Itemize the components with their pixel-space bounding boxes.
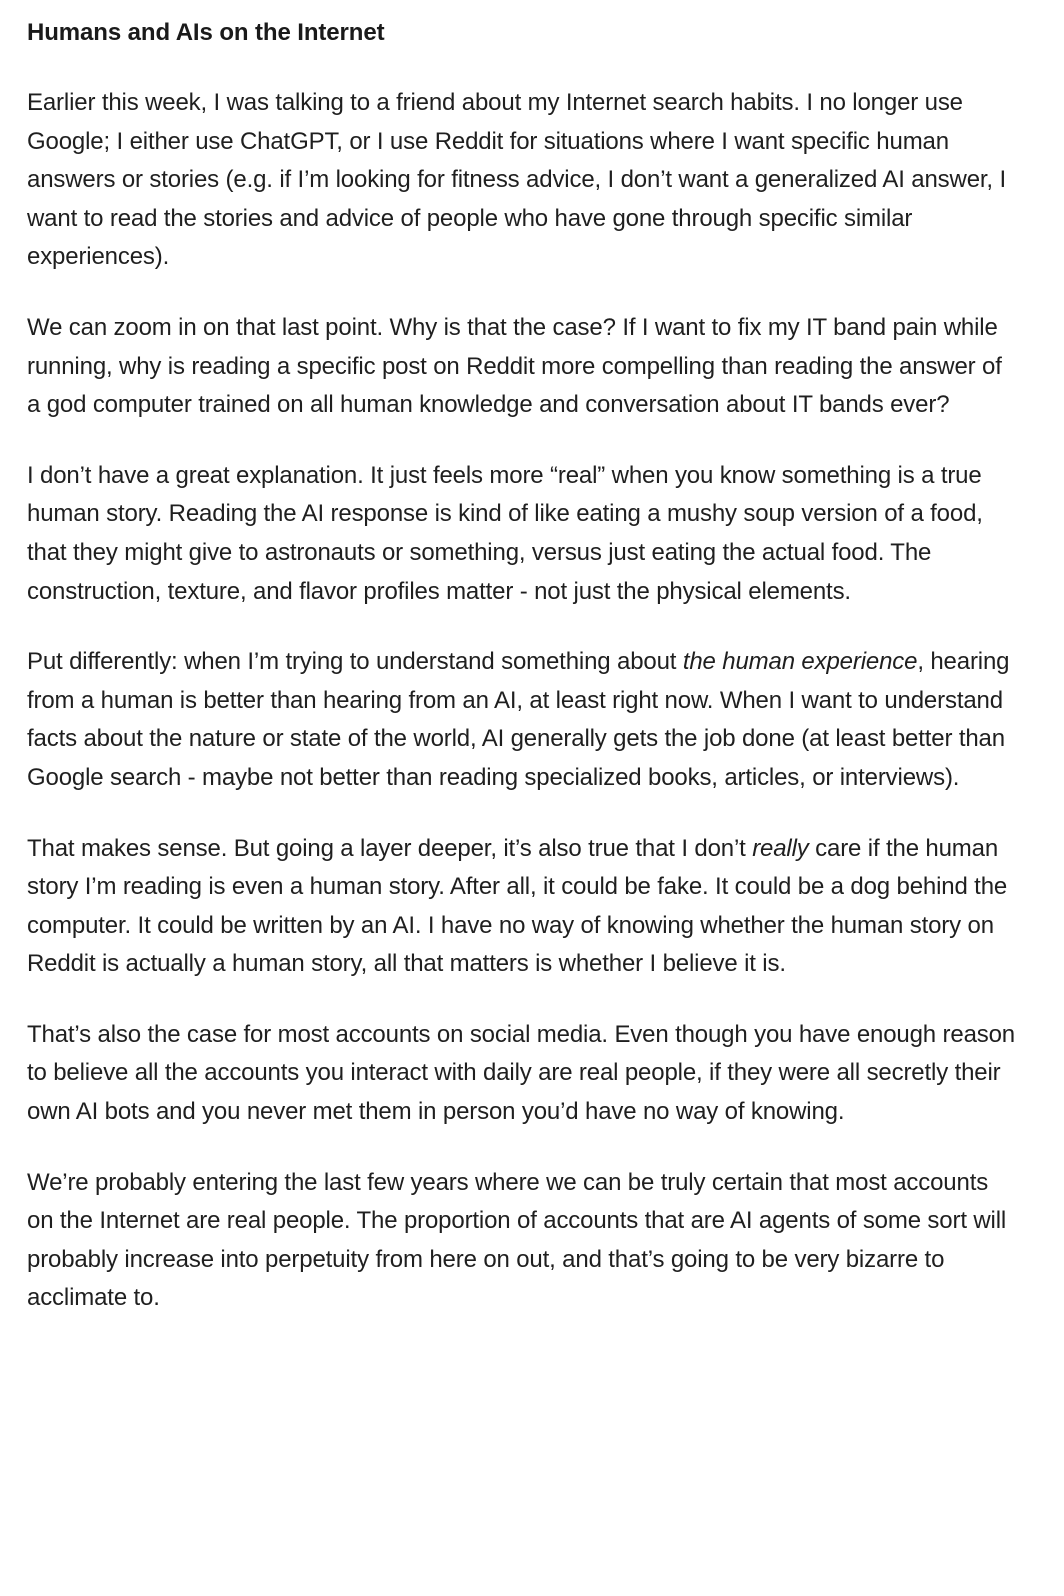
emphasis-text: really [752, 834, 809, 862]
paragraph-4 [27, 643, 1017, 797]
paragraph-5 [27, 830, 1017, 984]
paragraph-text: That’s also the case for most accounts on social media. Even though you have enough reason to believe all the accounts you interact with daily are real people, if they were all secretly their own AI bots and you never met them in person you’d have no way of knowing. [27, 1020, 1016, 1126]
paragraph-7 [27, 1164, 1017, 1318]
paragraph-text: We can zoom in on that last point. Why is that the case? If I want to fix my IT band pain while running, why is reading a specific post on Reddit more compelling than reading the answer of a god computer trained on all human knowledge and conversation about IT bands ever? [27, 313, 1002, 419]
paragraph-6 [27, 1016, 1017, 1132]
paragraph-text: , hearing from a human is better than hearing from an AI, at least right now. When I want to understand facts about the nature or state of the world, AI generally gets the job done (at least better than Google search - maybe not better than reading specialized books, articles, or interviews). [27, 648, 1010, 791]
paragraph-2 [27, 309, 1017, 425]
paragraph-text: care if the human story I’m reading is even a human story. After all, it could be fake. It could be a dog behind the computer. It could be written by an AI. I have no way of knowing whether the human story on Reddit is actually a human story, all that matters is whether I believe it is. [27, 834, 1008, 978]
paragraph-text: We’re probably entering the last few years where we can be truly certain that most accounts on the Internet are real people. The proportion of accounts that are AI agents of some sort will probably increase into perpetuity from here on out, and that’s going to be very bizarre to acclimate to. [27, 1168, 1007, 1312]
article-title: Humans and AIs on the Internet [27, 19, 385, 46]
paragraph-text: I don’t have a great explanation. It just feels more “real” when you know something is a true human story. Reading the AI response is kind of like eating a mushy soup version of a food, that they might give to astronauts or something, versus just eating the actual food. The construction, texture, and flavor profiles matter - not just the physical elements. [27, 461, 983, 605]
paragraph-text: That makes sense. But going a layer deeper, it’s also true that I don’t [27, 834, 753, 862]
paragraph-text: Earlier this week, I was talking to a friend about my Internet search habits. I no longer use Google; I either use ChatGPT, or I use Reddit for situations where I want specific human answers or stories (e.g. if I’m looking for fitness advice, I don’t want a generalized AI answer, I want to read the stories and advice of people who have gone through specific similar experiences). [27, 89, 1006, 271]
article [27, 14, 1017, 1350]
paragraph-text: Put differently: when I’m trying to understand something about [27, 648, 683, 676]
emphasis-text: the human experience [682, 648, 918, 676]
paragraph-3 [27, 457, 1017, 611]
paragraph-1 [27, 84, 1017, 277]
